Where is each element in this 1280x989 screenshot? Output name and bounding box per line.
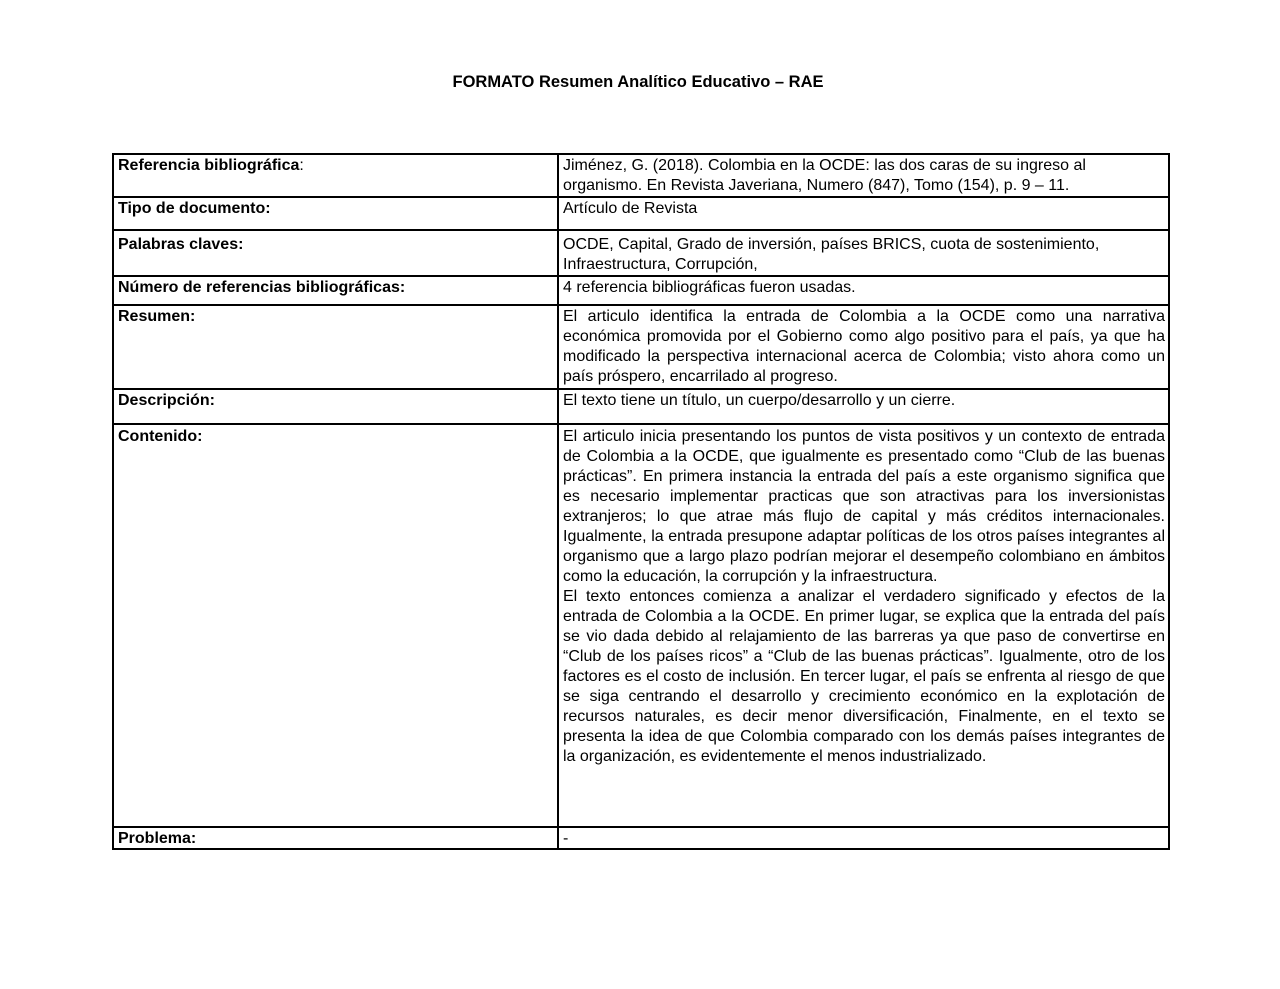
label-referencia-text: Referencia bibliográfica — [118, 157, 300, 174]
value-palabras-claves: OCDE, Capital, Grado de inversión, países BRICS, cuota de sostenimiento, Infraestructura, Corrupción, — [558, 230, 1169, 276]
label-referencia-bibliografica — [113, 154, 558, 197]
label-numero-referencias: Número de referencias bibliográficas: — [113, 276, 558, 305]
row-tipo-documento — [113, 197, 1169, 230]
label-problema: Problema: — [113, 827, 558, 849]
label-contenido: Contenido: — [113, 424, 558, 827]
row-palabras-claves — [113, 230, 1169, 276]
row-referencia-bibliografica — [113, 154, 1169, 197]
row-problema — [113, 827, 1169, 849]
rae-table — [112, 153, 1170, 850]
row-resumen — [113, 305, 1169, 389]
label-tipo-documento: Tipo de documento: — [113, 197, 558, 230]
contenido-paragraph-1: El articulo inicia presentando los puntos de vista positivos y un contexto de entrada de Colombia a la OCDE, que igualmente es presentado como “Club de las buenas prácticas”. En primera instancia la entrada del país a este organismo significa que es necesario implementar practicas que son atractivas para los inversionistas extranjeros; lo que atrae más flujo de capital y más créditos internacionales. Igualmente, la entrada presupone adaptar políticas de los otros países integrantes al organismo que a largo plazo podrían mejorar el desempeño colombiano en ámbitos como la educación, la corrupción y la infraestructura. — [563, 428, 1165, 585]
value-resumen-cell — [558, 305, 1169, 389]
value-resumen: El articulo identifica la entrada de Colombia a la OCDE como una narrativa económica promovida por el Gobierno como algo positivo para el país, ya que ha modificado la perspectiva internacional acerca de Colombia; visto ahora como un país próspero, encarrilado al progreso. — [563, 308, 1165, 385]
label-referencia-colon: : — [299, 157, 304, 174]
value-problema: - — [558, 827, 1169, 849]
contenido-paragraph-2: El texto entonces comienza a analizar el verdadero significado y efectos de la entrada de Colombia a la OCDE. En primer lugar, se explica que la entrada del país se vio dada debido al relajamiento de las barreras ya que paso de convertirse en “Club de los países ricos” a “Club de las buenas prácticas”. Igualmente, otro de los factores es el costo de inclusión. En tercer lugar, el país se enfrenta al riesgo de que se siga centrando el desarrollo y crecimiento económico en la explotación de recursos naturales, es decir menor diversificación, Finalmente, en el texto se presenta la idea de que Colombia comparado con los demás países integrantes de la organización, es evidentemente el menos industrializado. — [563, 588, 1165, 765]
row-descripcion — [113, 389, 1169, 424]
value-referencia-bibliografica: Jiménez, G. (2018). Colombia en la OCDE: las dos caras de su ingreso al organismo. En Revista Javeriana, Numero (847), Tomo (154), p. 9 – 11. — [558, 154, 1169, 197]
value-numero-referencias: 4 referencia bibliográficas fueron usadas. — [558, 276, 1169, 305]
value-descripcion: El texto tiene un título, un cuerpo/desarrollo y un cierre. — [558, 389, 1169, 424]
row-numero-referencias — [113, 276, 1169, 305]
value-contenido-cell — [558, 424, 1169, 827]
value-tipo-documento: Artículo de Revista — [558, 197, 1169, 230]
label-descripcion: Descripción: — [113, 389, 558, 424]
row-contenido — [113, 424, 1169, 827]
label-palabras-claves: Palabras claves: — [113, 230, 558, 276]
document-title: FORMATO Resumen Analítico Educativo – RAE — [452, 73, 824, 91]
label-resumen: Resumen: — [113, 305, 558, 389]
